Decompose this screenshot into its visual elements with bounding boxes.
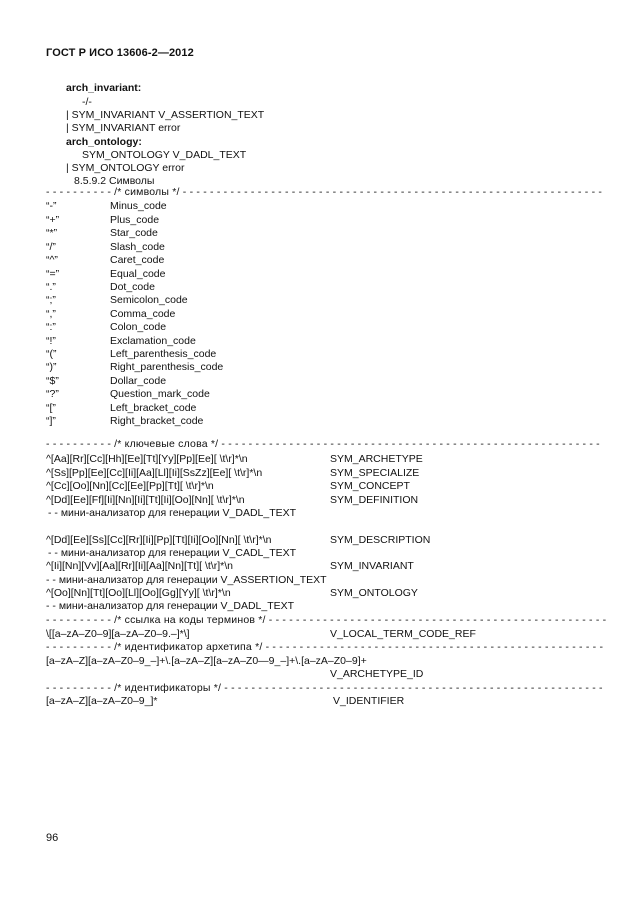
rule-line: -/- (82, 96, 92, 108)
symbol-code: Plus_code (110, 214, 160, 226)
section-heading: 8.5.9.2 Символы (74, 175, 155, 187)
keyword-note: - - мини-анализатор для генерации V_ASSERTION_TEXT (46, 574, 327, 586)
keyword-token: SYM_CONCEPT (330, 480, 410, 492)
symbol-char: “-” (46, 200, 57, 212)
symbol-char: “[” (46, 402, 56, 414)
symbol-code: Caret_code (110, 254, 165, 266)
symbol-char: “!” (46, 335, 56, 347)
keyword-token: SYM_INVARIANT (330, 560, 414, 572)
document-header: ГОСТ Р ИСО 13606-2—2012 (46, 47, 194, 59)
divider-symbols: - - - - - - - - - - /* символы */ - - - - - - - - - - - - - - - - - - - - - - - - - - - - - - - - - - - - - - - - - - - - - - - - - - - - - - - - - - - - - - (46, 186, 603, 198)
symbol-char: “(” (46, 348, 57, 360)
symbol-code: Dot_code (110, 281, 155, 293)
symbol-char: “+” (46, 214, 60, 226)
divider-term-codes: - - - - - - - - - - /* ссылка на коды терминов */ - - - - - - - - - - - - - - - - - - - - - - - - - - - - - - - - - - - - - - - - - - - - - - - - - - (46, 614, 607, 626)
symbol-code: Star_code (110, 227, 158, 239)
symbol-char: “/” (46, 241, 56, 253)
symbol-code: Semicolon_code (110, 294, 188, 306)
symbol-code: Colon_code (110, 321, 167, 333)
symbol-code: Right_bracket_code (110, 415, 204, 427)
symbol-code: Right_parenthesis_code (110, 361, 224, 373)
term-ref-token: V_LOCAL_TERM_CODE_REF (330, 628, 476, 640)
rule-line: | SYM_ONTOLOGY error (66, 162, 185, 174)
keyword-pattern: ^[Aa][Rr][Cc][Hh][Ee][Tt][Yy][Pp][Ee][ \t\r]*\n (46, 453, 248, 465)
symbol-char: “)” (46, 361, 57, 373)
symbol-char: “;” (46, 294, 56, 306)
symbol-code: Question_mark_code (110, 388, 210, 400)
archetype-id-pattern: [a–zA–Z][a–zA–Z0–9_–]+\.[a–zA–Z][a–zA–Z0—9_–]+\.[a–zA–Z0–9]+ (46, 655, 367, 667)
symbol-char: “.” (46, 281, 56, 293)
identifier-pattern: [a–zA–Z][a–zA–Z0–9_]* (46, 695, 158, 707)
keyword-pattern: ^[Dd][Ee][Ss][Cc][Rr][Ii][Pp][Tt][Ii][Oo][Nn][ \t\r]*\n (46, 534, 272, 546)
keyword-pattern: ^[Ss][Pp][Ee][Cc][Ii][Aa][Ll][Ii][SsZz][Ee][ \t\r]*\n (46, 467, 263, 479)
rule-line: | SYM_INVARIANT V_ASSERTION_TEXT (66, 109, 265, 121)
symbol-code: Comma_code (110, 308, 176, 320)
divider-keywords: - - - - - - - - - - /* ключевые слова */ - - - - - - - - - - - - - - - - - - - - - - - - - - - - - - - - - - - - - - - - - - - - - - - - - - - - - - - - (46, 438, 600, 450)
archetype-id-token: V_ARCHETYPE_ID (330, 668, 424, 680)
rule-line: | SYM_INVARIANT error (66, 122, 181, 134)
symbol-char: “=” (46, 268, 60, 280)
symbol-char: “,” (46, 308, 56, 320)
rule-arch-invariant: arch_invariant: (66, 82, 142, 94)
divider-identifiers: - - - - - - - - - - /* идентификаторы */ - - - - - - - - - - - - - - - - - - - - - - - - - - - - - - - - - - - - - - - - - - - - - - - - - - - - - - - - (46, 682, 603, 694)
keyword-token: SYM_DEFINITION (330, 494, 419, 506)
symbol-code: Minus_code (110, 200, 167, 212)
keyword-note: - - мини-анализатор для генерации V_CADL_TEXT (48, 547, 297, 559)
symbol-code: Exclamation_code (110, 335, 196, 347)
keyword-token: SYM_SPECIALIZE (330, 467, 420, 479)
keyword-pattern: ^[Oo][Nn][Tt][Oo][Ll][Oo][Gg][Yy][ \t\r]*\n (46, 587, 231, 599)
keyword-token: SYM_ARCHETYPE (330, 453, 423, 465)
symbol-code: Dollar_code (110, 375, 167, 387)
keyword-pattern: ^[Cc][Oo][Nn][Cc][Ee][Pp][Tt][ \t\r]*\n (46, 480, 214, 492)
identifier-token: V_IDENTIFIER (333, 695, 405, 707)
symbol-char: “:” (46, 321, 56, 333)
symbol-char: “$” (46, 375, 59, 387)
symbol-char: “^” (46, 254, 58, 266)
keyword-note: - - мини-анализатор для генерации V_DADL_TEXT (46, 600, 295, 612)
divider-archetype-id: - - - - - - - - - - /* идентификатор архетипа */ - - - - - - - - - - - - - - - - - - - - - - - - - - - - - - - - - - - - - - - - - - - - - - - - - - (46, 641, 604, 653)
keyword-note: - - мини-анализатор для генерации V_DADL_TEXT (48, 507, 297, 519)
symbol-code: Equal_code (110, 268, 166, 280)
term-ref-pattern: \[[a–zA–Z0–9][a–zA–Z0–9.–]*\] (46, 628, 190, 640)
symbol-code: Left_bracket_code (110, 402, 197, 414)
keyword-token: SYM_DESCRIPTION (330, 534, 431, 546)
keyword-pattern: ^[Dd][Ee][Ff][Ii][Nn][Ii][Tt][Ii][Oo][Nn][ \t\r]*\n (46, 494, 245, 506)
rule-line: SYM_ONTOLOGY V_DADL_TEXT (82, 149, 247, 161)
symbol-code: Left_parenthesis_code (110, 348, 217, 360)
symbol-char: “?” (46, 388, 59, 400)
keyword-token: SYM_ONTOLOGY (330, 587, 418, 599)
symbol-char: “*” (46, 227, 58, 239)
page-number: 96 (46, 832, 59, 844)
keyword-pattern: ^[Ii][Nn][Vv][Aa][Rr][Ii][Aa][Nn][Tt][ \t\r]*\n (46, 560, 233, 572)
rule-arch-ontology: arch_ontology: (66, 136, 142, 148)
symbol-char: “]” (46, 415, 56, 427)
symbol-code: Slash_code (110, 241, 165, 253)
